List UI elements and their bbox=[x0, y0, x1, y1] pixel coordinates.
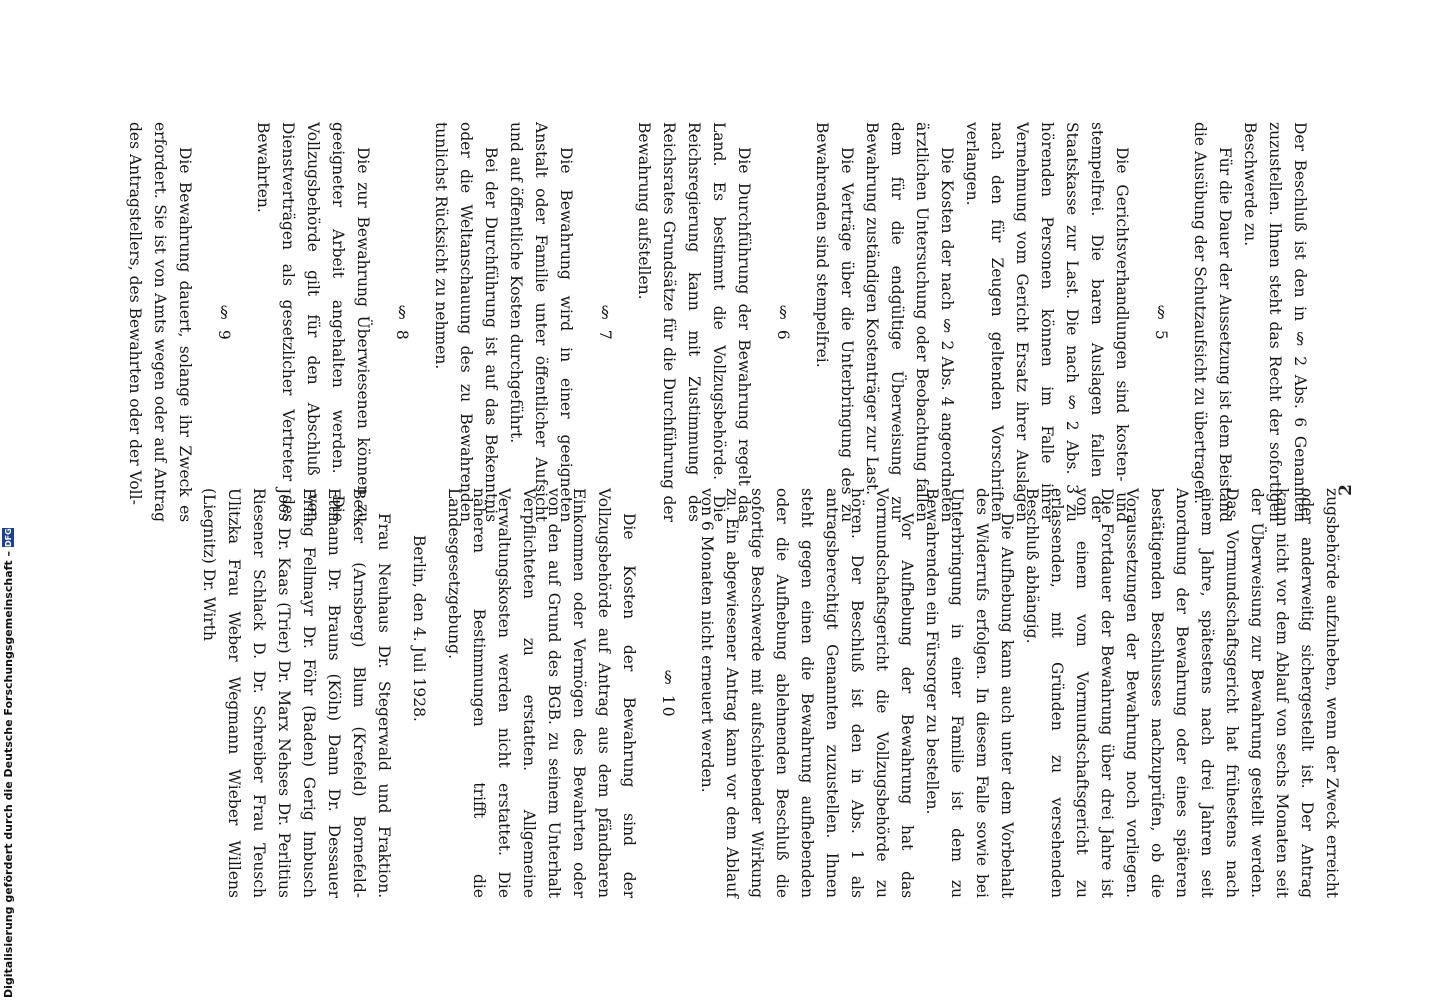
section-heading: § 8 bbox=[393, 302, 411, 342]
paragraph: Die Durchführung der Bewahrung regelt das Land. Es bestimmt die Vollzugsbehörde. Die Reichsregierung kann mit Zustimmung des Reichsrates Grundsätze für die Durchführung der Bewahrung aufstellen. bbox=[635, 122, 753, 522]
section-heading: § 6 bbox=[774, 302, 792, 342]
paragraph: Die Kosten der nach § 2 Abs. 4 angeordneten ärztlichen Untersuchung oder Beobachtung fallen dem für die endgültige Überweisung zur Bewahrung zuständigen Kostenträger zur Last. bbox=[863, 122, 956, 522]
page-number: 2 bbox=[1336, 484, 1356, 496]
paragraph: Vor Aufhebung der Bewahrung hat das Vormundschaftsgericht die Vollzugsbehörde zu hören. Der Beschluß ist den in Abs. 1 als antragsberechtigt Genannten zuzustellen. Ihnen steht gegen einen die Bewahrung aufhebenden oder die Aufhebung ablehnenden Beschluß die sofortige Beschwerde mit aufschiebender Wirkung zu. Ein abgewiesener Antrag kann vor dem Ablauf von 6 Monaten nicht erneuert werden. bbox=[698, 488, 916, 898]
text-column-second bbox=[200, 488, 1344, 898]
section-heading: § 10 bbox=[659, 667, 677, 719]
paragraph: Die Gerichtsverhandlungen sind kosten- und stempelfrei. Die baren Auslagen fallen der Staatskasse zur Last. Die nach § 2 Abs. 3 zu hörenden Personen können im Falle ihrer Vernehmung vom Gericht Ersatz ihrer Auslagen nach den für Zeugen geltenden Vorschriften verlangen. bbox=[963, 122, 1131, 522]
text-column-first bbox=[126, 122, 1312, 522]
footer-text: Digitalisierung gefördert durch die Deutsche Forschungsgemeinschaft – bbox=[2, 551, 15, 998]
signature-list: Frau Neuhaus Dr. Stegerwald und Fraktion. Becker (Arnsberg) Blum (Krefeld) Bornefeld-Ettmann Dr. Brauns (Köln) Dann Dr. Dessauer Erfing Fellmayr Dr. Föhr (Baden) Gerig Imbusch Joos Dr. Kaas (Trier) Dr. Marx Nehses Dr. Perlitius Riesener Schlack D. Dr. Schreiber Frau Teusch Ulitzka Frau Weber Wegmann Wieber Willens (Liegnitz) Dr. Wirth bbox=[200, 488, 393, 898]
paragraph: Die Verträge über die Unterbringung des zu Bewahrenden sind stempelfrei. bbox=[813, 122, 856, 522]
paragraph: Die Aufhebung kann auch unter dem Vorbehalt des Widerrufs erfolgen. In diesem Falle sowie bei Unterbringung in einer Familie ist dem zu Bewahrenden ein Fürsorger zu bestellen. bbox=[923, 488, 1016, 898]
paragraph: Die Bewahrung dauert, solange ihr Zweck es erfordert. Sie ist von Amts wegen oder auf Antrag des Antragstellers, des Bewahrten oder der Voll- bbox=[126, 122, 194, 522]
paragraph: Die zur Bewahrung Überwiesenen können zu geeigneter Arbeit angehalten werden. Die Vollzugsbehörde gilt für den Abschluß von Dienstverträgen als gesetzlicher Vertreter des Bewahrten. bbox=[254, 122, 372, 522]
paragraph: Bei der Durchführung ist auf das Bekenntnis oder die Weltanschauung des zu Bewahrenden tunlichst Rücksicht zu nehmen. bbox=[432, 122, 500, 522]
paragraph: zugsbehörde aufzuheben, wenn der Zweck erreicht oder anderweitig sichergestellt ist. Der Antrag kann nicht vor dem Ablauf von sechs Monaten seit der Überweisung zur Bewahrung gestellt werden. Das Vormundschaftsgericht hat frühestens nach einem Jahre, spätestens nach drei Jahren seit Anordnung der Bewahrung oder eines späteren bestätigenden Beschlusses nachzuprüfen, ob die Voraussetzungen der Bewahrung noch vorliegen. Die Fortdauer der Bewahrung über drei Jahre ist von einem vom Vormundschaftsgericht zu erlassenden, mit Gründen zu versehenden Beschluß abhängig. bbox=[1023, 488, 1341, 898]
paragraph: Für die Dauer der Aussetzung ist dem Beistand die Ausübung der Schutzaufsicht zu übertragen. bbox=[1191, 122, 1234, 522]
section-heading: § 9 bbox=[215, 302, 233, 342]
dfg-logo-icon: DFG bbox=[4, 528, 13, 547]
paragraph: Die Kosten der Bewahrung sind der Vollzugsbehörde auf Antrag aus dem pfändbaren Einkommen oder Vermögen des Bewahrten oder von den auf Grund des BGB. zu seinem Unterhalt Verpflichteten zu erstatten. Allgemeine Verwaltungskosten werden nicht erstattet. Die näheren Bestimmungen trifft die Landesgesetzgebung. bbox=[445, 488, 638, 898]
digitization-footer bbox=[2, 528, 15, 998]
paragraph: Die Bewahrung wird in einer geeigneten Anstalt oder Familie unter öffentlicher Aufsicht und auf öffentliche Kosten durchgeführt. bbox=[507, 122, 575, 522]
section-heading: § 5 bbox=[1152, 302, 1170, 342]
section-heading: § 7 bbox=[596, 302, 614, 342]
paragraph: Der Beschluß ist den in § 2 Abs. 6 Genannten zuzustellen. Ihnen steht das Recht der sofortigen Beschwerde zu. bbox=[1241, 122, 1309, 522]
date-line: Berlin, den 4. Juli 1928. bbox=[410, 534, 428, 722]
